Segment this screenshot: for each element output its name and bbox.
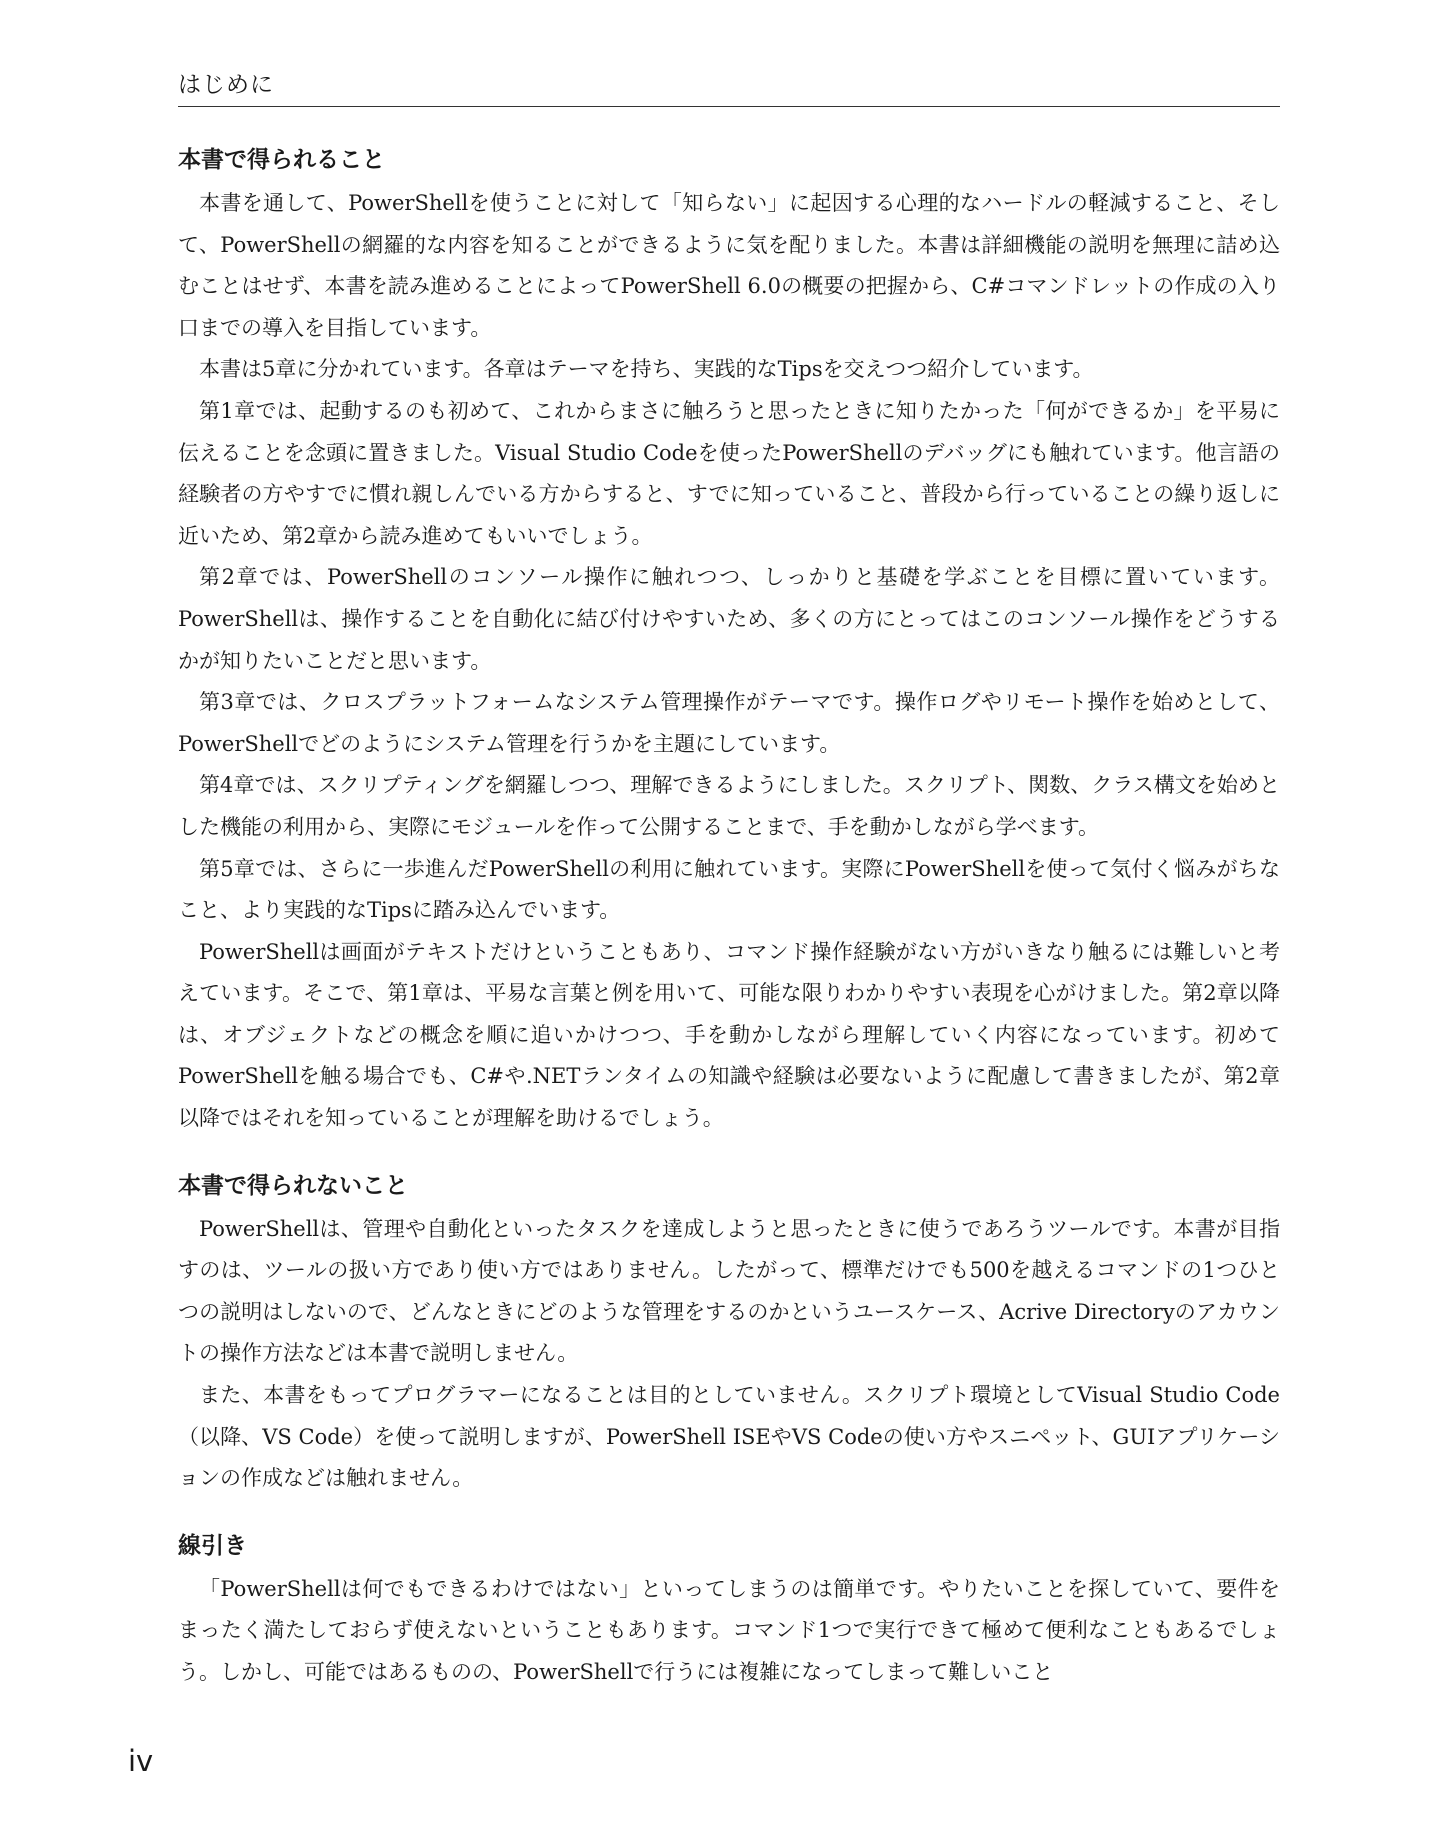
paragraph: 第2章では、PowerShellのコンソール操作に触れつつ、しっかりと基礎を学ぶことを目標に置いています。PowerShellは、操作することを自動化に結び付けやすいため、多くの方にとってはこのコンソール操作をどうするかが知りたいことだと思います。 <box>178 565 1280 673</box>
paragraph: 第4章では、スクリプティングを網羅しつつ、理解できるようにしました。スクリプト、関数、クラス構文を始めとした機能の利用から、実際にモジュールを作って公開することまで、手を動かしながら学べます。 <box>178 773 1280 839</box>
paragraph: 第1章では、起動するのも初めて、これからまさに触ろうと思ったときに知りたかった「何ができるか」を平易に伝えることを念頭に置きました。Visual Studio Codeを使ったPowerShellのデバッグにも触れています。他言語の経験者の方やすでに慣れ親しんでいる方からすると、すでに知っていること、普段から行っていることの繰り返しに近いため、第2章から読み進めてもいいでしょう。 <box>178 398 1280 548</box>
page-number: iv <box>128 1744 154 1778</box>
paragraph: PowerShellは画面がテキストだけということもあり、コマンド操作経験がない方がいきなり触るには難しいと考えています。そこで、第1章は、平易な言葉と例を用いて、可能な限りわかりやすい表現を心がけました。第2章以降は、オブジェクトなどの概念を順に追いかけつつ、手を動かしながら理解していく内容になっています。初めてPowerShellを触る場合でも、C#や.NETランタイムの知識や経験は必要ないように配慮して書きましたが、第2章以降ではそれを知っていることが理解を助けるでしょう。 <box>178 939 1280 1131</box>
paragraph: PowerShellは、管理や自動化といったタスクを達成しようと思ったときに使うであろうツールです。本書が目指すのは、ツールの扱い方であり使い方ではありません。したがって、標準だけでも500を越えるコマンドの1つひとつの説明はしないので、どんなときにどのような管理をするのかというユースケース、Acrive Directoryのアカウントの操作方法などは本書で説明しません。 <box>178 1216 1280 1366</box>
paragraph: 第3章では、クロスプラットフォームなシステム管理操作がテーマです。操作ログやリモート操作を始めとして、PowerShellでどのようにシステム管理を行うかを主題にしています。 <box>178 690 1280 756</box>
section-what-you-gain <box>178 140 1280 1140</box>
running-head: はじめに <box>178 72 274 98</box>
paragraph: また、本書をもってプログラマーになることは目的としていません。スクリプト環境としてVisual Studio Code（以降、VS Code）を使って説明しますが、PowerShell ISEやVS Codeの使い方やスニペット、GUIアプリケーションの作成などは触れません。 <box>178 1383 1280 1491</box>
section-heading: 本書で得られないこと <box>178 1172 408 1199</box>
paragraph: 本書は5章に分かれています。各章はテーマを持ち、実践的なTipsを交えつつ紹介しています。 <box>199 357 1094 382</box>
paragraph: 本書を通して、PowerShellを使うことに対して「知らない」に起因する心理的なハードルの軽減すること、そして、PowerShellの網羅的な内容を知ることができるように気を配りました。本書は詳細機能の説明を無理に詰め込むことはせず、本書を読み進めることによってPowerShell 6.0の概要の把握から、C#コマンドレットの作成の入り口までの導入を目指しています。 <box>178 191 1280 340</box>
section-boundaries <box>178 1526 1280 1694</box>
section-heading: 線引き <box>178 1532 247 1559</box>
paragraph: 第5章では、さらに一歩進んだPowerShellの利用に触れています。実際にPowerShellを使って気付く悩みがちなこと、より実践的なTipsに踏み込んでいます。 <box>178 856 1280 923</box>
section-what-you-dont-gain <box>178 1166 1280 1500</box>
section-heading: 本書で得られること <box>178 147 385 173</box>
paragraph: 「PowerShellは何でもできるわけではない」といってしまうのは簡単です。やりたいことを探していて、要件をまったく満たしておらず使えないということもあります。コマンド1つで実行できて極めて便利なこともあるでしょう。しかし、可能ではあるものの、PowerShellで行うには複雑になってしまって難しいこと <box>178 1576 1280 1684</box>
page-body <box>178 140 1280 1720</box>
header-rule <box>178 106 1280 107</box>
